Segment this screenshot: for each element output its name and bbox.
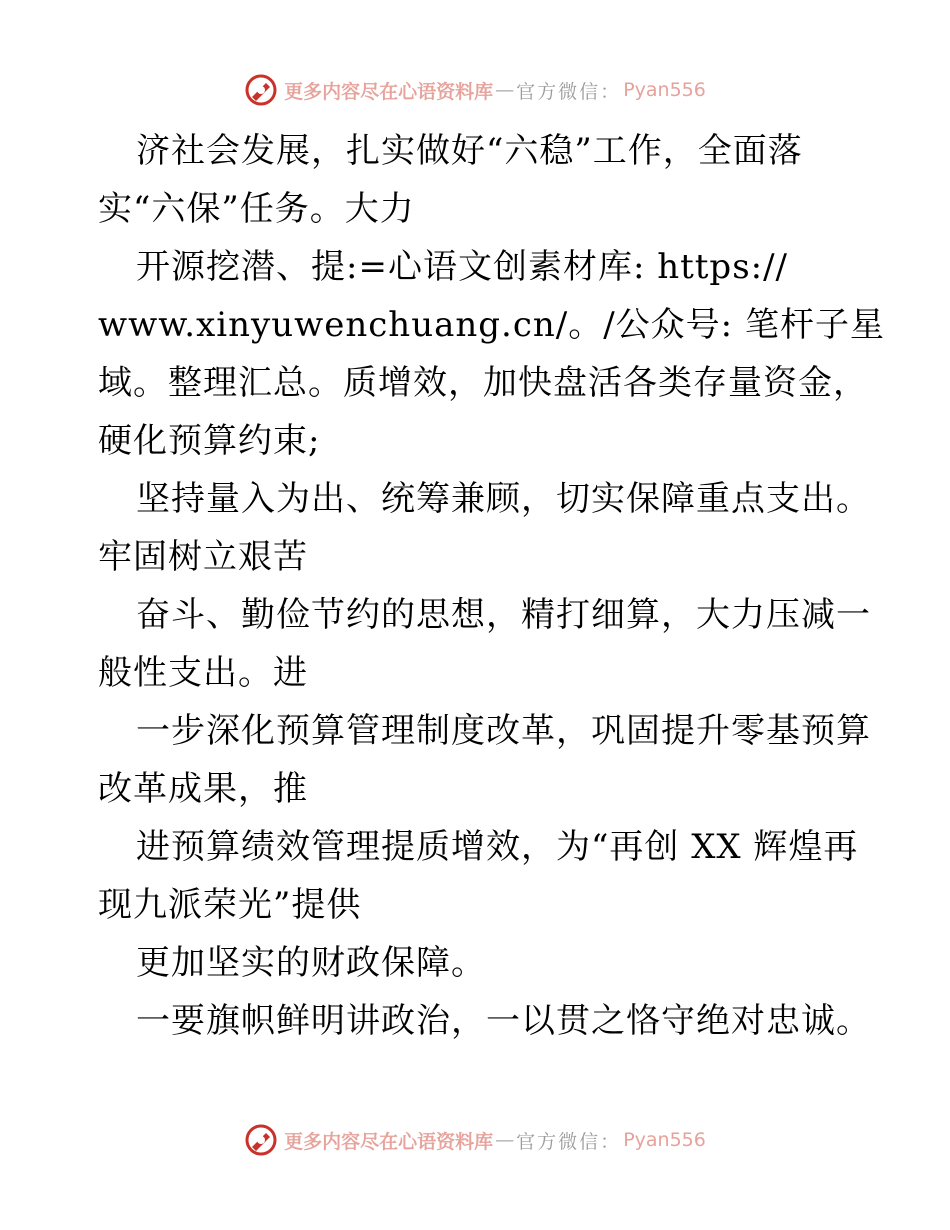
paragraph-line: 域。整理汇总。质增效，加快盘活各类存量资金， [98, 363, 868, 403]
watermark-dash: — [495, 1129, 515, 1151]
paragraph-line: www.xinyuwenchuang.cn/。/公众号: 笔杆子星 [98, 305, 885, 345]
brand-logo-icon [244, 1123, 278, 1157]
brand-logo-icon [244, 73, 278, 107]
watermark-brand: 更多内容尽在心语资料库 [284, 80, 494, 103]
paragraph-line: 更加坚实的财政保障。 [136, 943, 486, 983]
paragraph-line: 改革成果，推 [98, 769, 308, 809]
header-watermark [0, 70, 950, 110]
paragraph-line: 奋斗、勤俭节约的思想，精打细算，大力压减一 [136, 595, 871, 635]
paragraph-line: 实“六保”任务。大力 [98, 189, 415, 229]
paragraph-line: 牢固树立艰苦 [98, 537, 308, 577]
watermark-wechat-id: Pyan556 [623, 79, 706, 101]
paragraph-line: 进预算绩效管理提质增效，为“再创 XX 辉煌再 [136, 827, 859, 867]
watermark-wechat-id: Pyan556 [623, 1129, 706, 1151]
paragraph-line: 现九派荣光”提供 [98, 885, 362, 925]
watermark-brand: 更多内容尽在心语资料库 [284, 1130, 494, 1153]
document-body [98, 122, 885, 1050]
watermark-dash: — [495, 79, 515, 101]
watermark-official-label: 官方微信： [516, 1130, 622, 1153]
paragraph-line: 开源挖潜、提:=心语文创素材库: https:// [136, 247, 789, 287]
paragraph-line: 硬化预算约束; [98, 421, 321, 461]
footer-watermark [0, 1120, 950, 1160]
paragraph-line: 般性支出。进 [98, 653, 308, 693]
watermark-official-label: 官方微信： [516, 80, 622, 103]
paragraph-line: 坚持量入为出、统筹兼顾，切实保障重点支出。 [136, 479, 871, 519]
paragraph-line: 济社会发展，扎实做好“六稳”工作，全面落 [136, 131, 803, 171]
paragraph-line: 一要旗帜鲜明讲政治，一以贯之恪守绝对忠诚。 [136, 1001, 871, 1041]
paragraph-line: 一步深化预算管理制度改革，巩固提升零基预算 [136, 711, 871, 751]
